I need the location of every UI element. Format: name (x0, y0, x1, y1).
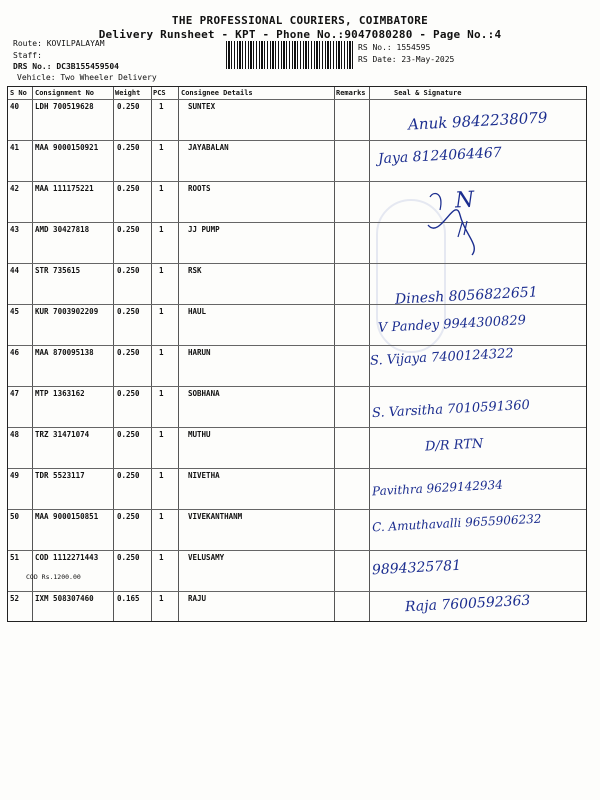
cell-consignment: AMD 30427818 (35, 225, 90, 234)
cell-consignment: KUR 7003902209 (35, 307, 99, 316)
cell-pcs: 1 (159, 471, 164, 480)
cell-consignee: SUNTEX (188, 102, 216, 111)
col-header-pcs: PCS (153, 89, 166, 97)
cell-consignee: NIVETHA (188, 471, 220, 480)
cell-weight: 0.250 (117, 430, 140, 439)
rs-date-label: RS Date: (358, 55, 397, 64)
drs-label: DRS No.: (13, 62, 52, 71)
rs-date-line (358, 55, 454, 64)
cell-consignee: VELUSAMY (188, 553, 225, 562)
rs-date-value: 23-May-2025 (401, 55, 455, 64)
handwritten-signature: S. Vijaya 7400124322 (369, 346, 515, 369)
handwritten-signature: D/R RTN (424, 436, 484, 455)
cell-sno: 47 (10, 389, 20, 398)
column-divider (113, 87, 114, 621)
cell-consignment: COD 1112271443 (35, 553, 99, 562)
cell-pcs: 1 (159, 348, 164, 357)
cell-consignment: MTP 1363162 (35, 389, 85, 398)
cell-consignee: JAYABALAN (188, 143, 229, 152)
cell-sno: 49 (10, 471, 20, 480)
cell-pcs: 1 (159, 225, 164, 234)
row-divider (8, 304, 586, 305)
row-divider (8, 427, 586, 428)
cell-consignment: LDH 700519628 (35, 102, 94, 111)
handwritten-signature: N (454, 187, 475, 214)
cell-consignee: JJ PUMP (188, 225, 220, 234)
row-divider (8, 468, 586, 469)
cod-amount-note: COD Rs.1200.00 (26, 573, 81, 581)
cell-weight: 0.250 (117, 512, 140, 521)
cell-consignment: MAA 111175221 (35, 184, 94, 193)
cell-consignee: HAUL (188, 307, 207, 316)
cell-consignment: STR 735615 (35, 266, 81, 275)
cell-pcs: 1 (159, 102, 164, 111)
page-title: THE PROFESSIONAL COURIERS, COIMBATORE (171, 14, 429, 27)
cell-consignment: TRZ 31471074 (35, 430, 90, 439)
handwritten-signature: Pavithra 9629142934 (371, 477, 504, 499)
column-divider (151, 87, 152, 621)
cell-pcs: 1 (159, 307, 164, 316)
cell-pcs: 1 (159, 512, 164, 521)
row-divider (8, 140, 586, 141)
staff-label: Staff: (13, 51, 42, 60)
column-divider (32, 87, 33, 621)
cell-sno: 41 (10, 143, 20, 152)
cell-consignment: TDR 5523117 (35, 471, 85, 480)
cell-pcs: 1 (159, 430, 164, 439)
cell-sno: 51 (10, 553, 20, 562)
drs-value: DC3B155459504 (56, 62, 119, 71)
vehicle-label: Vehicle: (17, 73, 56, 82)
cell-sno: 46 (10, 348, 20, 357)
row-divider (8, 386, 586, 387)
cell-weight: 0.250 (117, 553, 140, 562)
handwritten-signature: 9894325781 (371, 557, 462, 579)
cell-weight: 0.250 (117, 184, 140, 193)
row-divider (8, 345, 586, 346)
row-divider (8, 591, 586, 592)
cell-weight: 0.250 (117, 471, 140, 480)
cell-sno: 40 (10, 102, 20, 111)
barcode-image (226, 41, 354, 69)
cell-consignee: ROOTS (188, 184, 211, 193)
drs-line (13, 62, 119, 71)
cell-consignee: HARUN (188, 348, 211, 357)
row-divider (8, 263, 586, 264)
cell-consignee: RAJU (188, 594, 207, 603)
cell-consignee: RSK (188, 266, 202, 275)
cell-pcs: 1 (159, 184, 164, 193)
route-value: KOVILPALAYAM (46, 39, 105, 48)
cell-pcs: 1 (159, 594, 164, 603)
cell-consignment: MAA 9000150851 (35, 512, 99, 521)
cell-consignment: MAA 870095138 (35, 348, 94, 357)
page-subtitle: Delivery Runsheet - KPT - Phone No.:9047080280 - Page No.:4 (98, 28, 502, 41)
cell-sno: 43 (10, 225, 20, 234)
cell-pcs: 1 (159, 389, 164, 398)
cell-weight: 0.165 (117, 594, 140, 603)
row-divider (8, 222, 586, 223)
cell-sno: 48 (10, 430, 20, 439)
handwritten-signature: S. Varsitha 7010591360 (371, 397, 531, 422)
cell-consignee: VIVEKANTHANM (188, 512, 243, 521)
handwritten-signature: Dinesh 8056822651 (394, 284, 539, 308)
cell-sno: 45 (10, 307, 20, 316)
handwritten-signature: Jaya 8124064467 (377, 144, 503, 168)
cell-sno: 52 (10, 594, 20, 603)
route-line (13, 39, 105, 48)
cell-weight: 0.250 (117, 266, 140, 275)
cell-consignment: MAA 9000150921 (35, 143, 99, 152)
rs-no-line (358, 43, 430, 52)
col-header-consignment: Consignment No (35, 89, 95, 97)
cell-pcs: 1 (159, 143, 164, 152)
row-divider (8, 181, 586, 182)
vehicle-line (17, 73, 157, 82)
rs-no-value: 1554595 (396, 43, 431, 52)
handwritten-signature: C. Amuthavalli 9655906232 (371, 511, 542, 535)
col-header-signature: Seal & Signature (394, 89, 462, 97)
cell-weight: 0.250 (117, 389, 140, 398)
cell-weight: 0.250 (117, 102, 140, 111)
header-divider (8, 99, 586, 100)
cell-weight: 0.250 (117, 307, 140, 316)
cell-weight: 0.250 (117, 225, 140, 234)
cell-weight: 0.250 (117, 348, 140, 357)
column-divider (334, 87, 335, 621)
vehicle-value: Two Wheeler Delivery (60, 73, 157, 82)
cell-pcs: 1 (159, 553, 164, 562)
cell-sno: 50 (10, 512, 20, 521)
row-divider (8, 550, 586, 551)
handwritten-signature: Anuk 9842238079 (407, 108, 548, 134)
row-divider (8, 509, 586, 510)
col-header-remarks: Remarks (336, 89, 366, 97)
cell-pcs: 1 (159, 266, 164, 275)
column-divider (178, 87, 179, 621)
cell-consignment: IXM 508307460 (35, 594, 94, 603)
cell-consignee: SOBHANA (188, 389, 220, 398)
cell-weight: 0.250 (117, 143, 140, 152)
route-label: Route: (13, 39, 42, 48)
col-header-sno: S No (10, 89, 27, 97)
handwritten-signature: V Pandey 9944300829 (377, 313, 527, 336)
cell-sno: 44 (10, 266, 20, 275)
cell-consignee: MUTHU (188, 430, 211, 439)
col-header-weight: Weight (115, 89, 141, 97)
handwritten-signature: Raja 7600592363 (404, 592, 531, 616)
rs-no-label: RS No.: (358, 43, 392, 52)
col-header-consignee: Consignee Details (181, 89, 253, 97)
cell-sno: 42 (10, 184, 20, 193)
